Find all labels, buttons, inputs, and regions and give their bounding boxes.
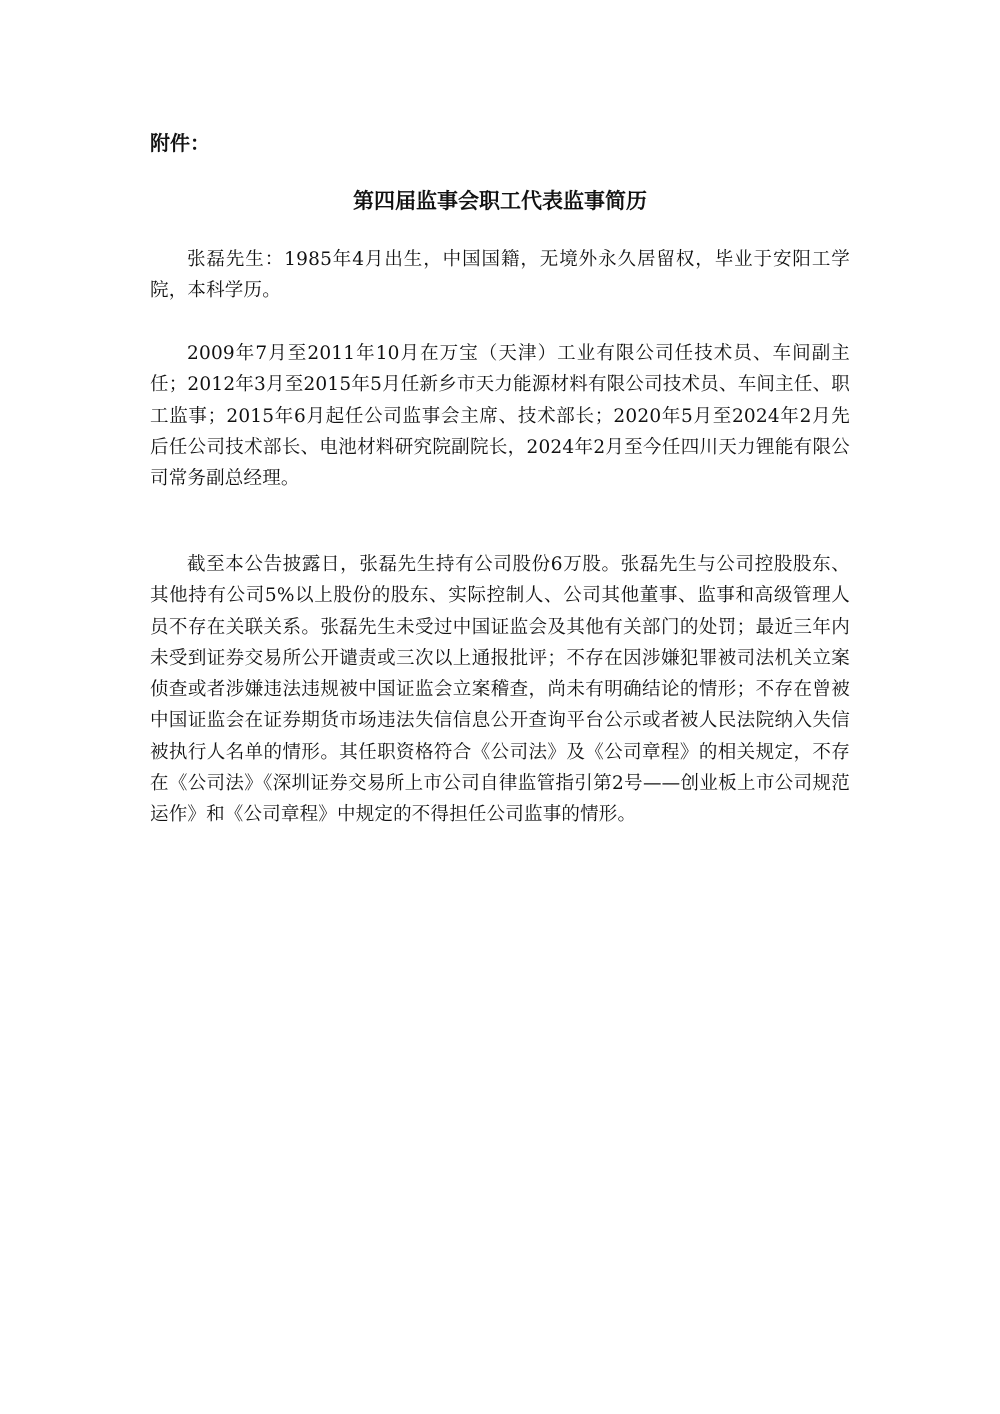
attachment-label: 附件： (150, 131, 210, 155)
paragraph-basic-info: 张磊先生：1985年4月出生，中国国籍，无境外永久居留权，毕业于安阳工学院，本科学历。 (150, 249, 850, 302)
document-title: 第四届监事会职工代表监事简历 (353, 189, 647, 213)
paragraph-compliance-statement: 截至本公告披露日，张磊先生持有公司股份6万股。张磊先生与公司控股股东、其他持有公司5%以上股份的股东、实际控制人、公司其他董事、监事和高级管理人员不存在关联关系。张磊先生未受过中国证监会及其他有关部门的处罚；最近三年内未受到证券交易所公开谴责或三次以上通报批评；不存在因涉嫌犯罪被司法机关立案侦查或者涉嫌违法违规被中国证监会立案稽查，尚未有明确结论的情形；不存在曾被中国证监会在证券期货市场违法失信信息公开查询平台公示或者被人民法院纳入失信被执行人名单的情形。其任职资格符合《公司法》及《公司章程》的相关规定，不存在《公司法》《深圳证券交易所上市公司自律监管指引第2号——创业板上市公司规范运作》和《公司章程》中规定的不得担任公司监事的情形。 (150, 554, 850, 826)
paragraph-work-history: 2009年7月至2011年10月在万宝（天津）工业有限公司任技术员、车间副主任；2012年3月至2015年5月任新乡市天力能源材料有限公司技术员、车间主任、职工监事；2015年6月起任公司监事会主席、技术部长；2020年5月至2024年2月先后任公司技术部长、电池材料研究院副院长，2024年2月至今任四川天力锂能有限公司常务副总经理。 (150, 343, 850, 490)
